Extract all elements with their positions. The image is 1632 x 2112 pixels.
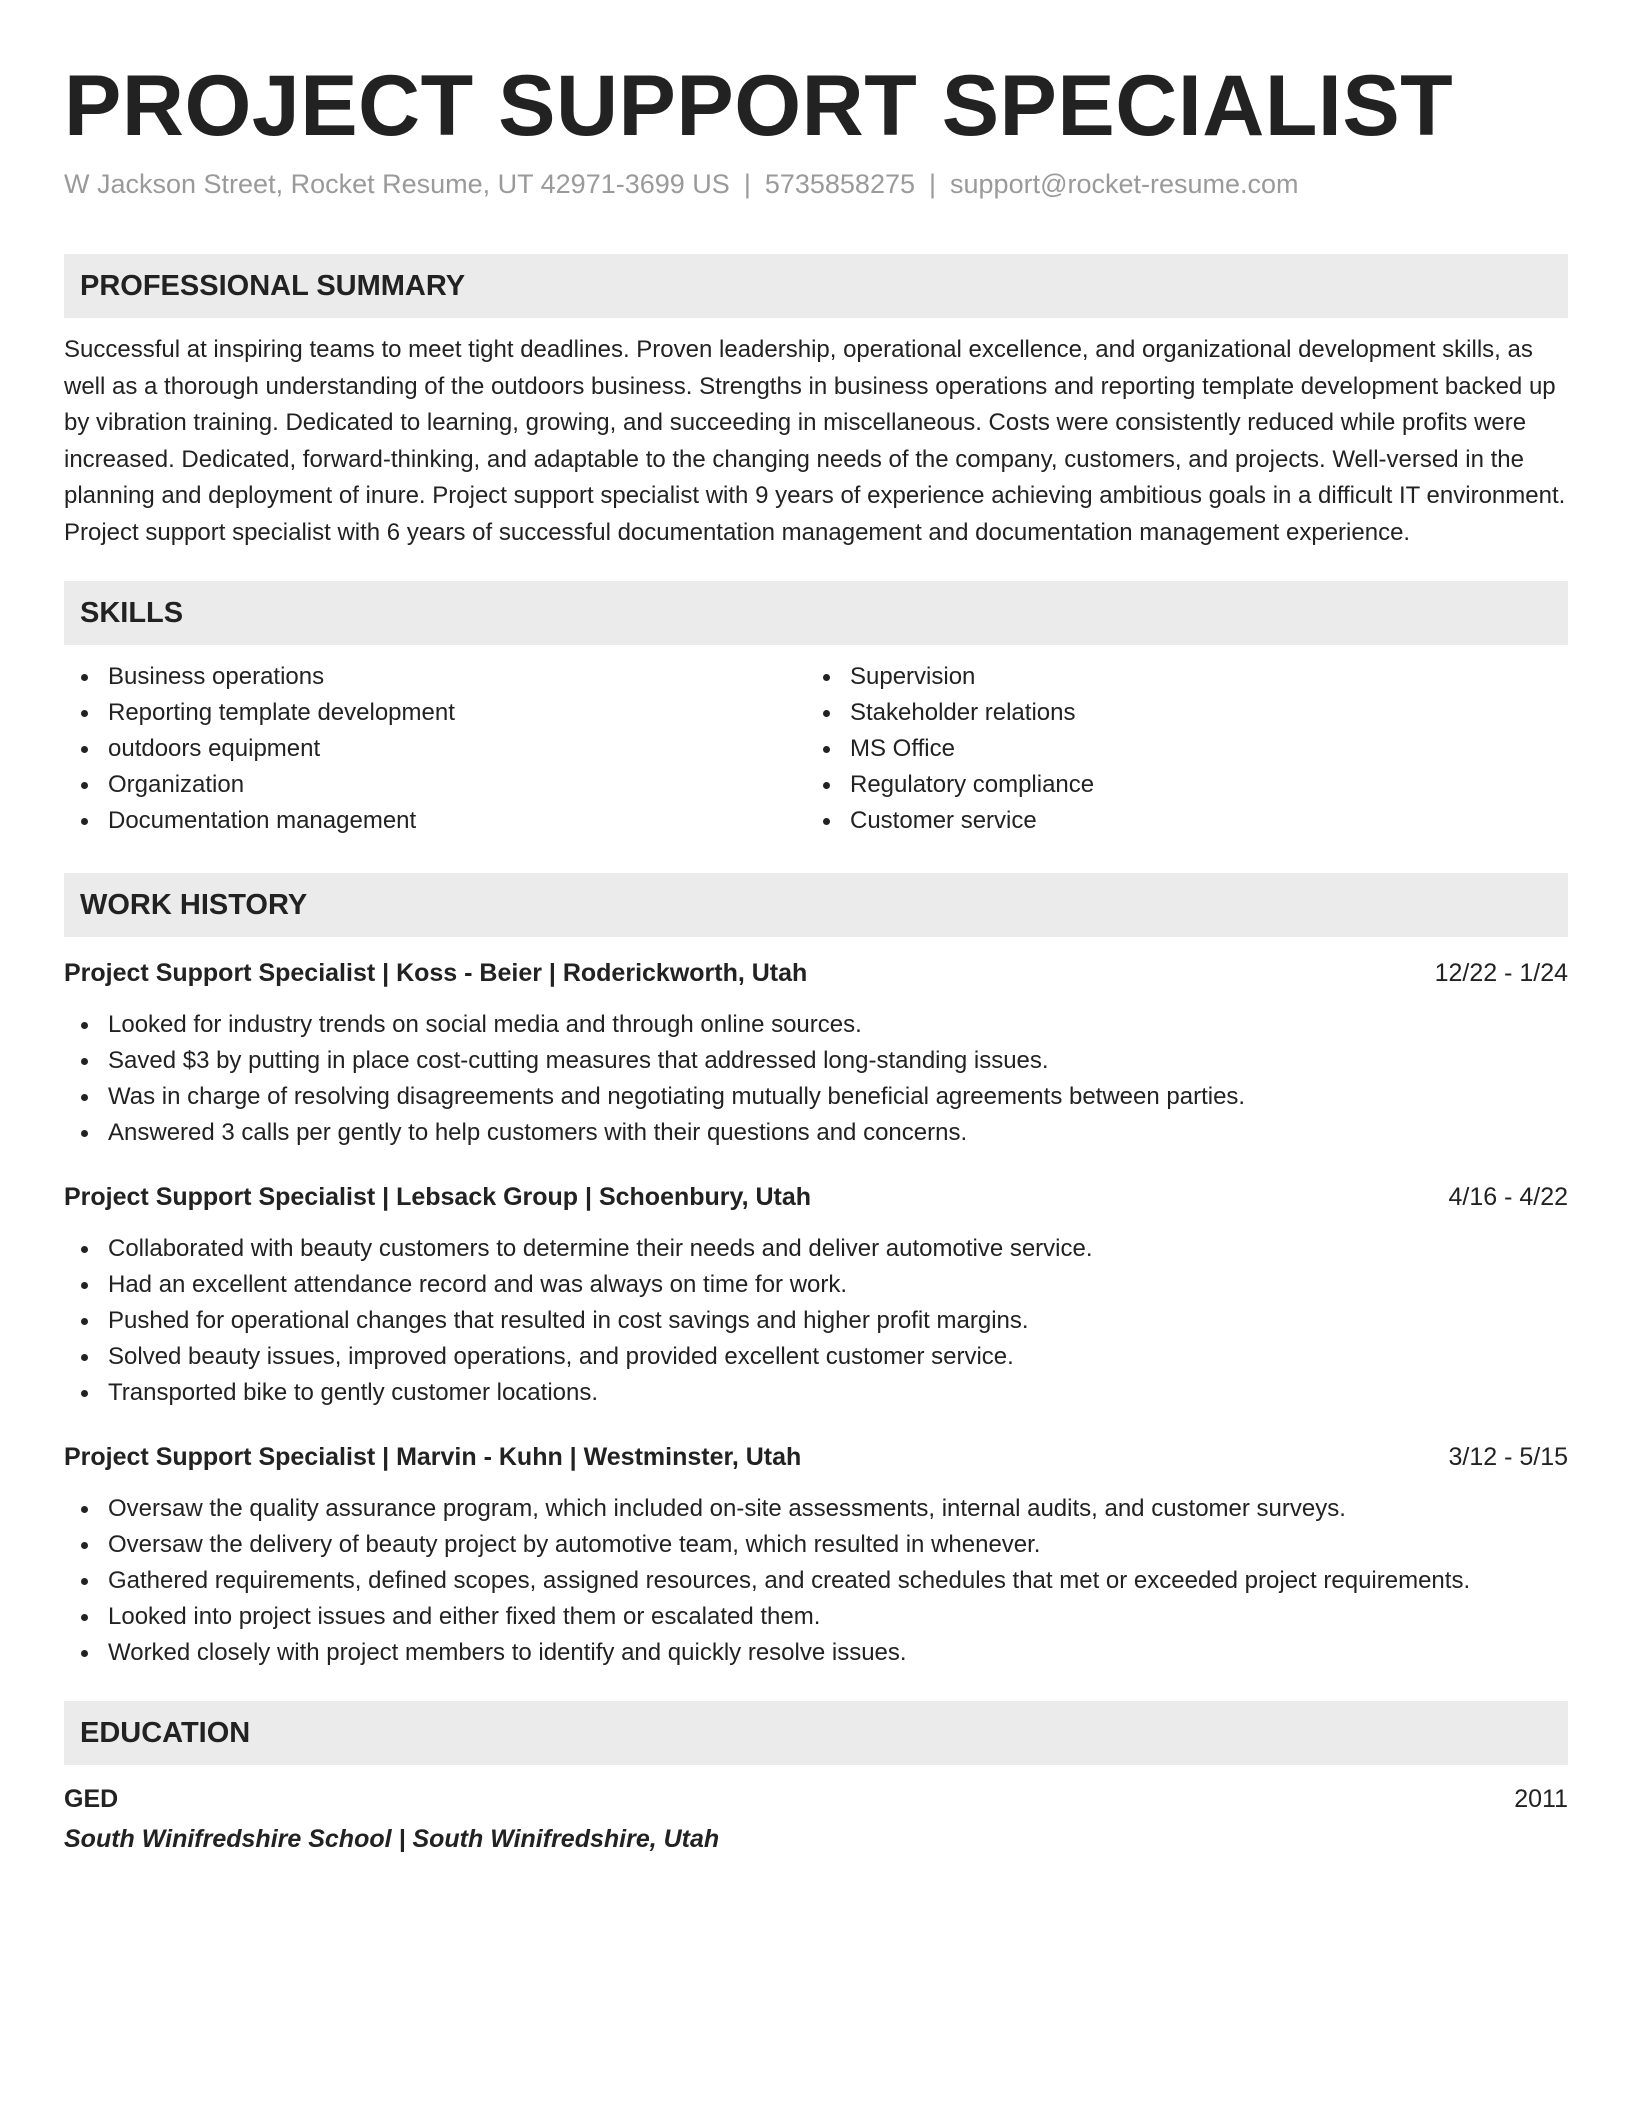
skills-list: [64, 659, 1568, 839]
job-title: Project Support Specialist | Marvin - Kuhn | Westminster, Utah: [64, 1443, 802, 1471]
skill-item: Supervision: [806, 659, 1548, 695]
job-title: Project Support Specialist | Koss - Beier | Roderickworth, Utah: [64, 959, 808, 987]
education-year: 2011: [1514, 1785, 1568, 1813]
education-school: South Winifredshire School | South Winifredshire, Utah: [64, 1825, 720, 1853]
job-bullet: Oversaw the delivery of beauty project by automotive team, which resulted in whenever.: [64, 1527, 1568, 1563]
skills-heading: SKILLS: [64, 581, 1568, 645]
job-bullet: Gathered requirements, defined scopes, assigned resources, and created schedules that met or exceeded project requirements.: [64, 1563, 1568, 1599]
job-bullet: Oversaw the quality assurance program, which included on-site assessments, internal audits, and customer surveys.: [64, 1491, 1568, 1527]
job-bullet: Looked for industry trends on social media and through online sources.: [64, 1007, 1568, 1043]
job-bullet: Collaborated with beauty customers to determine their needs and deliver automotive service.: [64, 1231, 1568, 1267]
job-bullet: Was in charge of resolving disagreements and negotiating mutually beneficial agreements between parties.: [64, 1079, 1568, 1115]
job-bullets: [64, 1231, 1568, 1411]
skill-item: Regulatory compliance: [806, 767, 1548, 803]
job-bullet: Transported bike to gently customer locations.: [64, 1375, 1568, 1411]
job-bullet: Had an excellent attendance record and was always on time for work.: [64, 1267, 1568, 1303]
education-header: [64, 1781, 1568, 1817]
job-bullet: Answered 3 calls per gently to help customers with their questions and concerns.: [64, 1115, 1568, 1151]
contact-address: W Jackson Street, Rocket Resume, UT 42971-3699 US: [64, 169, 730, 199]
contact-email: support@rocket-resume.com: [950, 169, 1299, 199]
resume-name: PROJECT SUPPORT SPECIALIST: [64, 58, 1454, 154]
job-dates: 4/16 - 4/22: [1448, 1183, 1568, 1211]
job-title: Project Support Specialist | Lebsack Group | Schoenbury, Utah: [64, 1183, 812, 1211]
job-bullets: [64, 1007, 1568, 1151]
contact-phone: 5735858275: [764, 169, 915, 199]
education-degree: GED: [64, 1785, 119, 1813]
summary-text: Successful at inspiring teams to meet tight deadlines. Proven leadership, operational excellence, and organizational development skills, as well as a thorough understanding of the outdoors business. Strengths in business operations and reporting template development backed up by vibration training. Dedicated to learning, growing, and succeeding in miscellaneous. Costs were consistently reduced while profits were increased. Dedicated, forward-thinking, and adaptable to the changing needs of the company, customers, and projects. Well-versed in the planning and deployment of inure. Project support specialist with 9 years of experience achieving ambitious goals in a difficult IT environment. Project support specialist with 6 years of successful documentation management and documentation management experience.: [64, 336, 1566, 546]
job-header: [64, 1439, 1568, 1475]
skill-item: Documentation management: [64, 803, 806, 839]
job-bullet: Solved beauty issues, improved operations, and provided excellent customer service.: [64, 1339, 1568, 1375]
skill-item: outdoors equipment: [64, 731, 806, 767]
contact-line: [64, 166, 1568, 202]
skill-item: Organization: [64, 767, 806, 803]
work-history-heading: WORK HISTORY: [64, 873, 1568, 937]
skills-column-right: [806, 659, 1548, 839]
contact-separator: |: [743, 169, 751, 199]
skill-item: Customer service: [806, 803, 1548, 839]
job-bullets: [64, 1491, 1568, 1671]
skill-item: MS Office: [806, 731, 1548, 767]
job-dates: 12/22 - 1/24: [1434, 959, 1568, 987]
education-heading: EDUCATION: [64, 1701, 1568, 1765]
skill-item: Business operations: [64, 659, 806, 695]
skill-item: Reporting template development: [64, 695, 806, 731]
job-bullet: Worked closely with project members to identify and quickly resolve issues.: [64, 1635, 1568, 1671]
job-dates: 3/12 - 5/15: [1448, 1443, 1568, 1471]
summary-heading: PROFESSIONAL SUMMARY: [64, 254, 1568, 318]
contact-separator: |: [929, 169, 937, 199]
job-header: [64, 955, 1568, 991]
job-bullet: Looked into project issues and either fixed them or escalated them.: [64, 1599, 1568, 1635]
job-entry: [64, 1179, 1568, 1411]
job-entry: [64, 955, 1568, 1151]
job-entry: [64, 1439, 1568, 1671]
skills-column-left: [64, 659, 806, 839]
resume-page: [64, 58, 1568, 1857]
job-bullet: Saved $3 by putting in place cost-cutting measures that addressed long-standing issues.: [64, 1043, 1568, 1079]
education-entry: [64, 1781, 1568, 1857]
job-header: [64, 1179, 1568, 1215]
job-bullet: Pushed for operational changes that resulted in cost savings and higher profit margins.: [64, 1303, 1568, 1339]
skill-item: Stakeholder relations: [806, 695, 1548, 731]
